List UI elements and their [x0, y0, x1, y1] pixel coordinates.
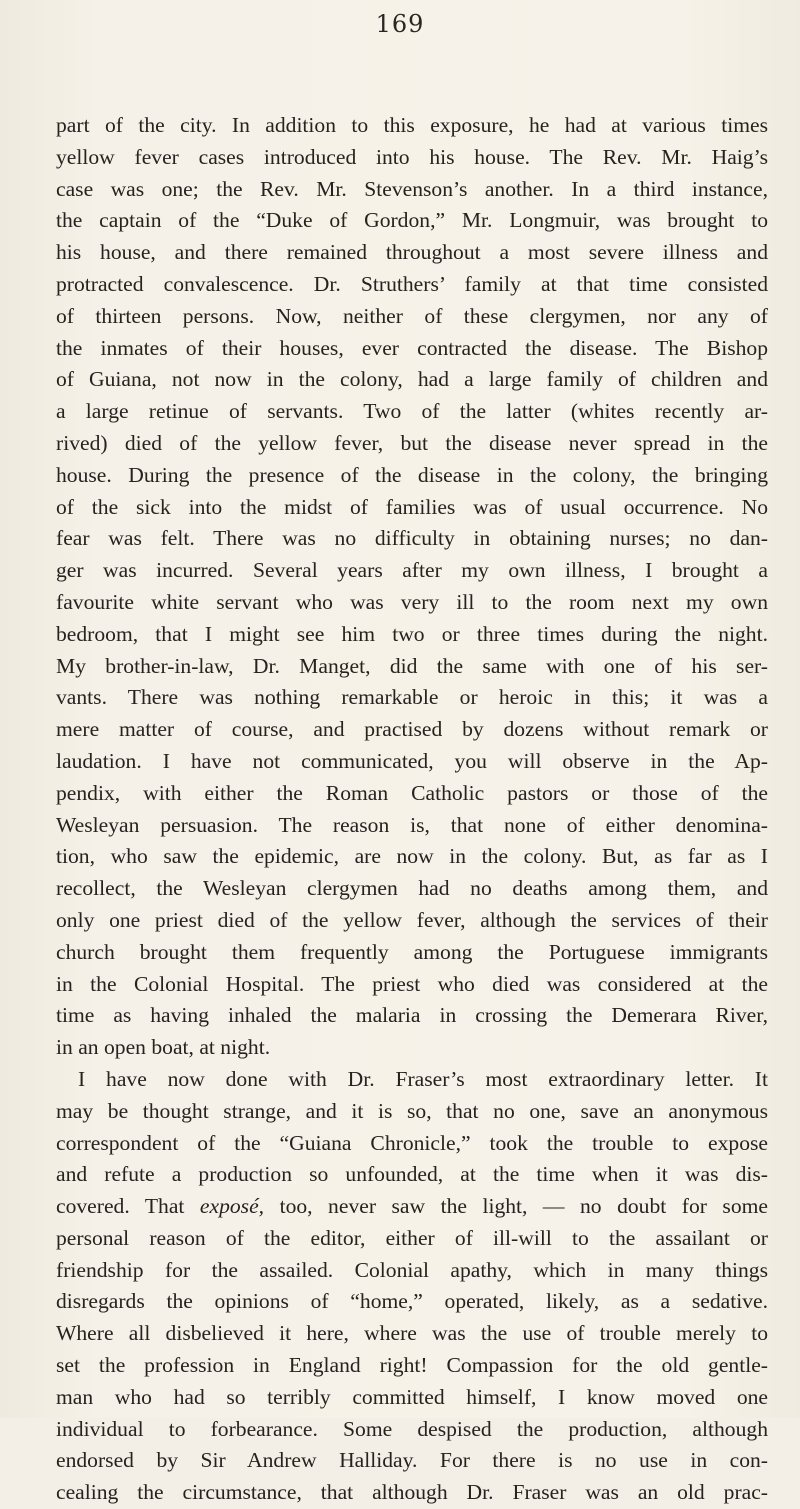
page-number: 169 — [375, 10, 425, 38]
text-line: laudation. I have not communicated, you will observe in the Ap- — [56, 748, 768, 773]
body-text — [56, 110, 768, 1509]
text-line: ger was incurred. Several years after my own illness, I brought a — [56, 558, 768, 583]
text-line: of the sick into the midst of families was of usual occurrence. No — [56, 494, 768, 519]
text-line: in the Colonial Hospital. The priest who died was considered at the — [56, 971, 768, 996]
text-line: Where all disbelieved it here, where was the use of trouble merely to — [56, 1321, 768, 1346]
text-line: recollect, the Wesleyan clergymen had no deaths among them, and — [56, 876, 768, 901]
text-line: the inmates of their houses, ever contracted the disease. The Bishop — [56, 335, 768, 360]
text-line: bedroom, that I might see him two or three times during the night. — [56, 621, 768, 646]
text-line: vants. There was nothing remarkable or heroic in this; it was a — [56, 685, 768, 710]
text-line: I have now done with Dr. Fraser’s most extraordinary letter. It — [78, 1066, 768, 1091]
text-line: in an open boat, at night. — [56, 1035, 271, 1060]
text-line-mixed — [56, 1191, 768, 1223]
text-line: church brought them frequently among the Portuguese immigrants — [56, 939, 768, 964]
text-line: time as having inhaled the malaria in crossing the Demerara River, — [56, 1003, 768, 1028]
text-line: yellow fever cases introduced into his house. The Rev. Mr. Haig’s — [56, 144, 768, 169]
text-line: disregards the opinions of “home,” operated, likely, as a sedative. — [56, 1289, 768, 1314]
text-fragment: That — [144, 1194, 185, 1219]
text-line: pendix, with either the Roman Catholic pastors or those of the — [56, 780, 768, 805]
text-line: part of the city. In addition to this exposure, he had at various times — [56, 113, 768, 137]
text-line: endorsed by Sir Andrew Halliday. For there is no use in con- — [56, 1448, 768, 1473]
text-line: case was one; the Rev. Mr. Stevenson’s another. In a third instance, — [56, 176, 768, 201]
text-line: may be thought strange, and it is so, that no one, save an anonymous — [56, 1098, 768, 1123]
text-line: of thirteen persons. Now, neither of these clergymen, nor any of — [56, 303, 768, 328]
text-line: My brother-in-law, Dr. Manget, did the same with one of his ser- — [56, 653, 768, 678]
text-line: only one priest died of the yellow fever, although the services of their — [56, 907, 768, 932]
text-line: protracted convalescence. Dr. Struthers’ family at that time consisted — [56, 271, 768, 296]
text-line: individual to forbearance. Some despised the production, although — [56, 1416, 768, 1441]
text-line: mere matter of course, and practised by dozens without remark or — [56, 717, 768, 742]
text-line: correspondent of the “Guiana Chronicle,” took the trouble to expose — [56, 1130, 768, 1155]
text-line: a large retinue of servants. Two of the latter (whites recently ar- — [56, 399, 768, 424]
text-line: the captain of the “Duke of Gordon,” Mr. Longmuir, was brought to — [56, 208, 768, 233]
text-line: fear was felt. There was no difficulty in obtaining nurses; no dan- — [56, 526, 768, 551]
italic-word: exposé, — [199, 1194, 265, 1219]
text-line: cealing the circumstance, that although Dr. Fraser was an old prac- — [56, 1480, 768, 1505]
text-line: rived) died of the yellow fever, but the disease never spread in the — [56, 430, 768, 455]
text-line: his house, and there remained throughout a most severe illness and — [56, 240, 768, 265]
text-line: friendship for the assailed. Colonial apathy, which in many things — [56, 1257, 768, 1282]
text-line: personal reason of the editor, either of ill-will to the assailant or — [56, 1225, 768, 1250]
text-line: tion, who saw the epidemic, are now in the colony. But, as far as I — [56, 844, 768, 869]
text-line: of Guiana, not now in the colony, had a large family of children and — [56, 367, 768, 392]
text-line: house. During the presence of the disease in the colony, the bringing — [56, 462, 768, 487]
text-fragment: covered. — [56, 1194, 130, 1219]
text-line: Wesleyan persuasion. The reason is, that none of either denomina- — [56, 812, 768, 837]
text-fragment: too, never saw the light, — no doubt for some — [279, 1194, 768, 1219]
text-line: favourite white servant who was very ill to the room next my own — [56, 589, 768, 614]
text-line: set the profession in England right! Compassion for the old gentle- — [56, 1353, 768, 1378]
text-line: man who had so terribly committed himself, I know moved one — [56, 1384, 768, 1409]
text-line: and refute a production so unfounded, at the time when it was dis- — [56, 1162, 768, 1187]
